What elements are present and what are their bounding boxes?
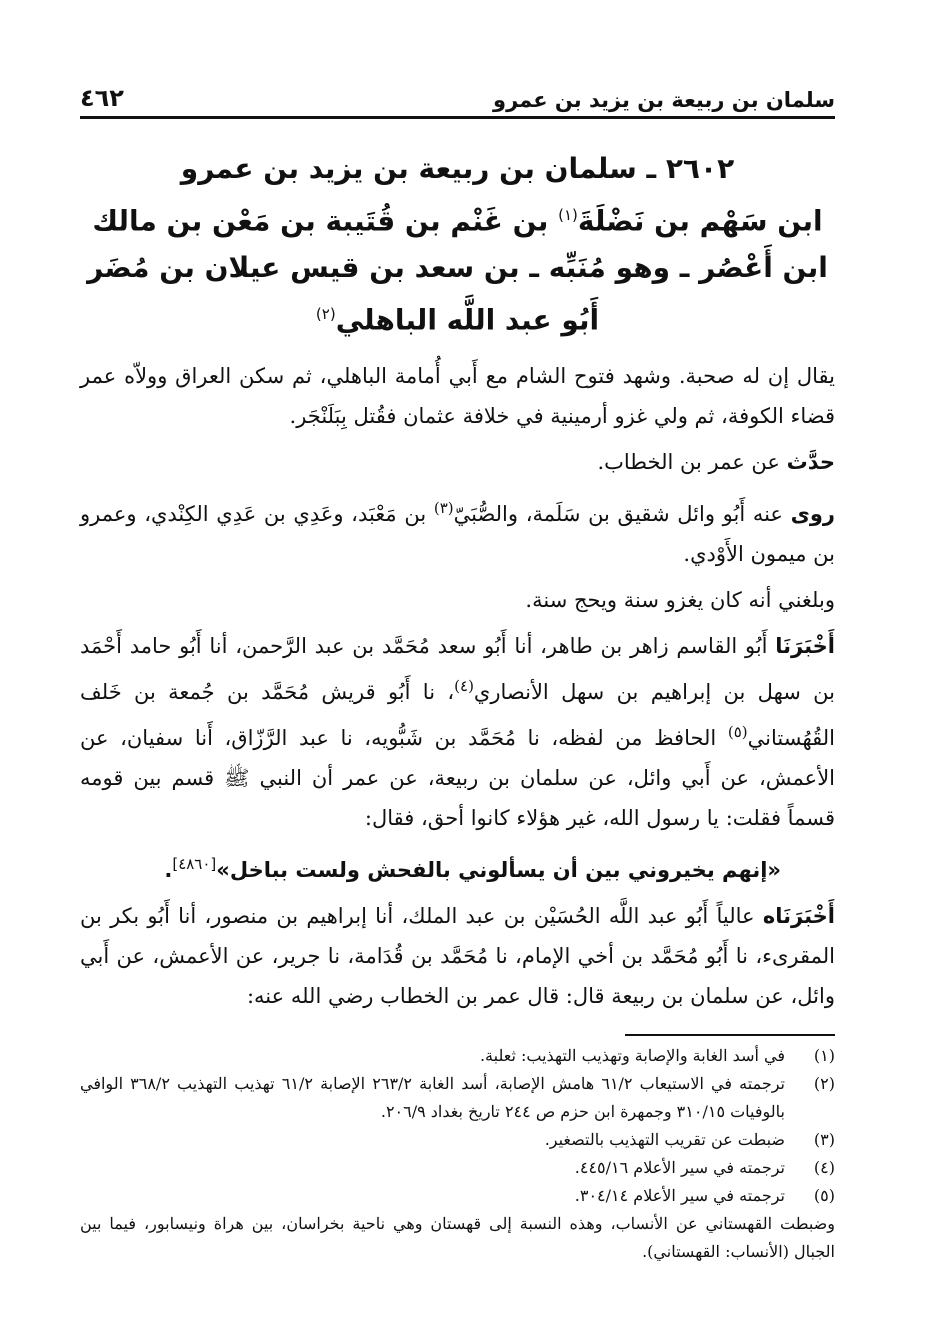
footnote-divider: [625, 1034, 835, 1036]
rawa-lead: روى: [790, 501, 835, 526]
footnote-ref-3: (٣): [433, 498, 454, 517]
page-number: ٤٦٢: [80, 84, 124, 112]
paragraph-haddatha: [80, 442, 835, 482]
paragraph-isnad-2: [80, 896, 835, 1016]
footnote-number: (١): [813, 1045, 835, 1065]
footnote-number: (٣): [813, 1129, 835, 1149]
footnotes: [80, 1042, 835, 1266]
paragraph-rawa: [80, 488, 835, 574]
footnote-number: (٢): [813, 1073, 835, 1093]
entry-title-line-2: [80, 192, 835, 244]
footnote-1: [80, 1042, 835, 1070]
page-header: [80, 68, 835, 119]
footnote-ref-2: (٢): [315, 305, 336, 324]
kunya: أَبُو عبد اللَّه الباهلي: [335, 303, 600, 337]
isnad-1-a: أَبُو القاسم زاهر بن طاهر، أنا أَبُو سعد مُحَمَّد بن عبد الرَّحمن، أنا أَبُو حامد أَحْمَد بن سهل بن إبراهيم بن سهل الأنصاري: [80, 633, 835, 704]
footnote-text: وضبطت القهستاني عن الأنساب، وهذه النسبة إلى قهستان وهي ناحية بخراسان، بين هراة ونيسابور، فيما بين الجبال (الأنساب: القهستاني).: [80, 1213, 835, 1261]
entry-title: [80, 145, 835, 344]
paragraph-ghazw: وبلغني أنه كان يغزو سنة ويحج سنة.: [525, 587, 835, 612]
footnote-ref-5: (٥): [727, 722, 748, 741]
entry-title-line-2a: ابن سَهْم بن نَضْلَةَ: [577, 204, 823, 238]
footnote-number: (٥): [813, 1185, 835, 1205]
footnote-3: [80, 1126, 835, 1154]
running-title: سلمان بن ربيعة بن يزيد بن عمرو: [493, 88, 835, 112]
rawa-text-a: عنه أَبُو وائل شقيق بن سَلَمة، والصُّبَيّ: [453, 501, 791, 526]
footnote-5-continuation: [80, 1210, 835, 1266]
paragraph-biography: يقال إن له صحبة. وشهد فتوح الشام مع أَبي أُمامة الباهلي، ثم سكن العراق وولاّه عمر قضاء الكوفة، ثم ولي غزو أرمينية في خلافة عثمان فقُتل بِبَلَنْجَر.: [80, 363, 835, 428]
entry-title-line-3: ابن أَعْصُر ـ وهو مُنَبِّه ـ بن سعد بن قيس عيلان بن مُضَر: [87, 251, 828, 285]
hadith-number: [٤٨٦٠]: [172, 854, 217, 873]
rawa-text-b: بن مَعْبَد، وعَدِي بن عَدِي الكِنْدي، وعمرو بن ميمون الأَوْدي.: [80, 501, 835, 566]
footnote-4: [80, 1154, 835, 1182]
footnote-number: (٤): [813, 1157, 835, 1177]
akhbarana-lead: أَخْبَرَنَا: [775, 633, 835, 658]
footnote-text: ضبطت عن تقريب التهذيب بالتصغير.: [544, 1129, 785, 1149]
footnote-2: [80, 1070, 835, 1126]
isnad-2-text: عالياً أَبُو عبد اللَّه الحُسَيْن بن عبد الملك، أنا إبراهيم بن منصور، أنا أَبُو بكر بن المقرىء، نا أَبُو مُحَمَّد بن أخي الإمام، نا مُحَمَّد بن قُدَامة، نا جرير، عن الأعمش، عن أَبي وائل، عن سلمان بن ربيعة قال: قال عمر بن الخطاب رضي الله عنه:: [80, 903, 835, 1008]
entry-title-line-2b: بن غَنْم بن قُتَيبة بن مَعْن بن مالك: [92, 204, 559, 238]
footnote-ref-4: (٤): [454, 676, 474, 695]
entry-title-line-4: [80, 291, 835, 343]
footnote-ref-1: (١): [558, 206, 578, 224]
hadith-quote: «إنهم يخيروني بين أن يسألوني بالفحش ولست بباخل»[٤٨٦٠].: [164, 854, 781, 882]
isnad-1-c: الحافظ من لفظه، نا مُحَمَّد بن شَبُّويه، نا عبد الرَّزّاق، أَنا سفيان، عن الأعمش، عن أَبي وائل، عن سلمان بن ربيعة، عن عمر أن النبي ﷺ قسم بين قومه قسماً فقلت: يا رسول الله، غير هؤلاء كانوا أحق، فقال:: [80, 725, 835, 830]
footnote-text: في أسد الغابة والإصابة وتهذيب التهذيب: ثعلبة.: [479, 1045, 785, 1065]
hadith-text: «إنهم يخيروني بين أن يسألوني بالفحش ولست بباخل»: [216, 857, 781, 882]
footnote-text: ترجمته في سير الأعلام ٣٠٤/١٤.: [574, 1185, 785, 1205]
footnote-text: ترجمته في سير الأعلام ٤٤٥/١٦.: [574, 1157, 785, 1177]
haddatha-text: عن عمر بن الخطاب.: [597, 449, 787, 474]
footnote-5: [80, 1182, 835, 1210]
akhbaranahu-lead: أَخْبَرَنَاه: [762, 903, 835, 928]
paragraph-isnad-1: [80, 626, 835, 838]
isnad-1-b: ، نا أَبُو قريش مُحَمَّد بن جُمعة بن خَلف القُهُستاني: [80, 679, 835, 750]
footnote-text: ترجمته في الاستيعاب ٦١/٢ هامش الإصابة، أسد الغابة ٢٦٣/٢ الإصابة ٦١/٢ تهذيب التهذيب ٣٦٨/٢ الوافي بالوفيات ٣١٠/١٥ وجمهرة ابن حزم ص ٢٤٤ تاريخ بغداد ٢٠٦/٩.: [80, 1073, 785, 1121]
entry-title-line-1: ٢٦٠٢ ـ سلمان بن ربيعة بن يزيد بن عمرو: [180, 152, 735, 185]
body-text: [80, 356, 835, 1016]
haddatha-lead: حدَّث: [786, 449, 835, 474]
